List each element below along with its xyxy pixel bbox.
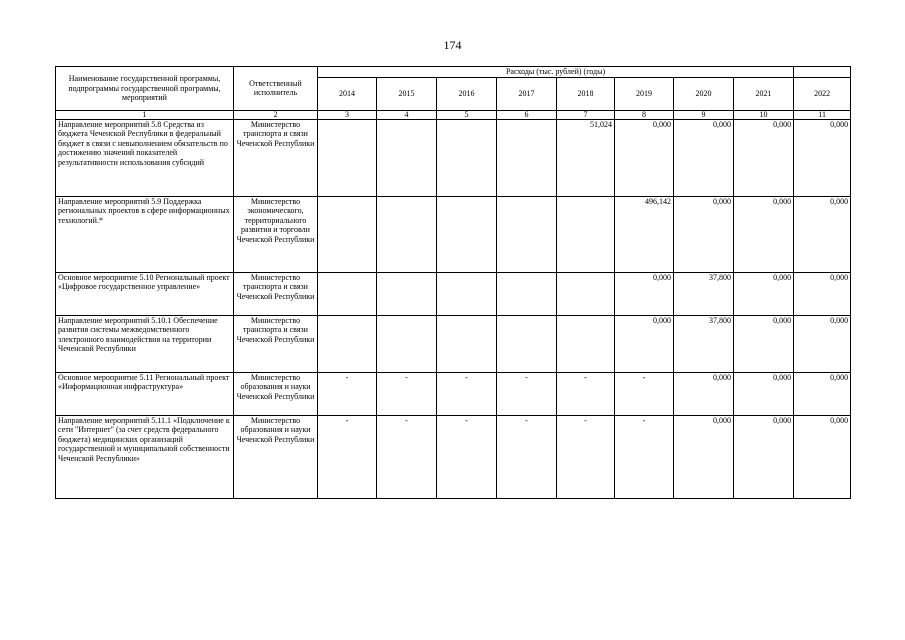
row-responsible: Министерство транспорта и связи Чеченской Республики xyxy=(234,272,318,315)
table-row xyxy=(56,315,851,372)
header-year: 2018 xyxy=(557,77,615,110)
row-value: - xyxy=(557,415,615,498)
row-value xyxy=(377,315,437,372)
row-responsible: Министерство образования и науки Чеченской Республики xyxy=(234,372,318,415)
row-value xyxy=(318,315,377,372)
row-value: 0,000 xyxy=(734,315,794,372)
column-number: 2 xyxy=(234,110,318,119)
row-value: 37,800 xyxy=(674,272,734,315)
row-value: 496,142 xyxy=(615,196,674,272)
row-value: - xyxy=(615,415,674,498)
row-value: 0,000 xyxy=(734,196,794,272)
row-value xyxy=(437,119,497,196)
row-value xyxy=(497,119,557,196)
row-value: 0,000 xyxy=(615,272,674,315)
header-year: 2015 xyxy=(377,77,437,110)
row-responsible: Министерство транспорта и связи Чеченской Республики xyxy=(234,315,318,372)
row-name: Направление мероприятий 5.10.1 Обеспечение развития системы межведомственного электронного взаимодействия на территории Чеченской Республики xyxy=(56,315,234,372)
row-value: 0,000 xyxy=(734,119,794,196)
row-value xyxy=(557,315,615,372)
row-value: 51,024 xyxy=(557,119,615,196)
row-value: - xyxy=(318,415,377,498)
row-name: Основное мероприятие 5.11 Региональный проект «Информационная инфраструктура» xyxy=(56,372,234,415)
row-value: 0,000 xyxy=(794,372,851,415)
row-value xyxy=(437,272,497,315)
header-expenses: Расходы (тыс. рублей) (годы) xyxy=(318,67,794,78)
row-value: 0,000 xyxy=(615,315,674,372)
row-value: 0,000 xyxy=(734,272,794,315)
header-year: 2016 xyxy=(437,77,497,110)
header-year: 2021 xyxy=(734,77,794,110)
row-value xyxy=(557,196,615,272)
row-value: 0,000 xyxy=(734,372,794,415)
row-value xyxy=(318,272,377,315)
row-value xyxy=(557,272,615,315)
row-value xyxy=(437,315,497,372)
row-value xyxy=(377,119,437,196)
row-value: 0,000 xyxy=(794,272,851,315)
row-value: - xyxy=(318,372,377,415)
row-responsible: Министерство транспорта и связи Чеченской Республики xyxy=(234,119,318,196)
row-value: 0,000 xyxy=(615,119,674,196)
column-number: 1 xyxy=(56,110,234,119)
budget-table xyxy=(55,66,851,499)
table-row xyxy=(56,119,851,196)
row-value xyxy=(437,196,497,272)
row-value: 0,000 xyxy=(794,415,851,498)
table-row xyxy=(56,196,851,272)
header-responsible-column: Ответственный исполнитель xyxy=(234,67,318,111)
table-row xyxy=(56,272,851,315)
row-value: 0,000 xyxy=(674,415,734,498)
row-value: 0,000 xyxy=(794,315,851,372)
column-number: 5 xyxy=(437,110,497,119)
table-row xyxy=(56,372,851,415)
row-value xyxy=(318,196,377,272)
row-value: 0,000 xyxy=(674,119,734,196)
column-number: 9 xyxy=(674,110,734,119)
row-value: 0,000 xyxy=(794,119,851,196)
header-year: 2022 xyxy=(794,77,851,110)
header-expenses-blank xyxy=(794,67,851,78)
column-number: 3 xyxy=(318,110,377,119)
column-number: 6 xyxy=(497,110,557,119)
header-year: 2020 xyxy=(674,77,734,110)
page-number: 174 xyxy=(443,38,462,52)
row-name: Направление мероприятий 5.9 Поддержка региональных проектов в сфере информационных технологий.* xyxy=(56,196,234,272)
row-responsible: Министерство образования и науки Чеченской Республики xyxy=(234,415,318,498)
column-number: 8 xyxy=(615,110,674,119)
row-value xyxy=(377,272,437,315)
row-value: - xyxy=(557,372,615,415)
column-number: 10 xyxy=(734,110,794,119)
row-value: - xyxy=(497,415,557,498)
column-number: 4 xyxy=(377,110,437,119)
row-name: Направление мероприятий 5.8 Средства из бюджета Чеченской Республики в федеральный бюджет в связи с невыполнением обязательств по достижению значений показателей результативности использования субсидий xyxy=(56,119,234,196)
row-value xyxy=(497,272,557,315)
row-value: - xyxy=(377,415,437,498)
row-value: - xyxy=(615,372,674,415)
row-value: - xyxy=(377,372,437,415)
row-value: 0,000 xyxy=(674,196,734,272)
header-year: 2017 xyxy=(497,77,557,110)
row-responsible: Министерство экономического, территориального развития и торговли Чеченской Республики xyxy=(234,196,318,272)
column-number: 11 xyxy=(794,110,851,119)
column-number: 7 xyxy=(557,110,615,119)
header-year: 2019 xyxy=(615,77,674,110)
row-name: Направление мероприятий 5.11.1 «Подключение к сети "Интернет" (за счет средств федерального бюджета) медицинских организаций государственной и муниципальной собственности Чеченской Республики» xyxy=(56,415,234,498)
row-value: - xyxy=(437,415,497,498)
row-value xyxy=(318,119,377,196)
row-name: Основное мероприятие 5.10 Региональный проект «Цифровое государственное управление» xyxy=(56,272,234,315)
row-value: - xyxy=(437,372,497,415)
header-name-column: Наименование государственной программы, подпрограммы государственной программы, мероприятий xyxy=(56,67,234,111)
row-value: 0,000 xyxy=(734,415,794,498)
row-value: 0,000 xyxy=(674,372,734,415)
header-year: 2014 xyxy=(318,77,377,110)
row-value xyxy=(497,196,557,272)
row-value xyxy=(497,315,557,372)
column-number-row xyxy=(56,110,851,119)
row-value: - xyxy=(497,372,557,415)
row-value xyxy=(377,196,437,272)
table-row xyxy=(56,415,851,498)
row-value: 0,000 xyxy=(794,196,851,272)
row-value: 37,800 xyxy=(674,315,734,372)
